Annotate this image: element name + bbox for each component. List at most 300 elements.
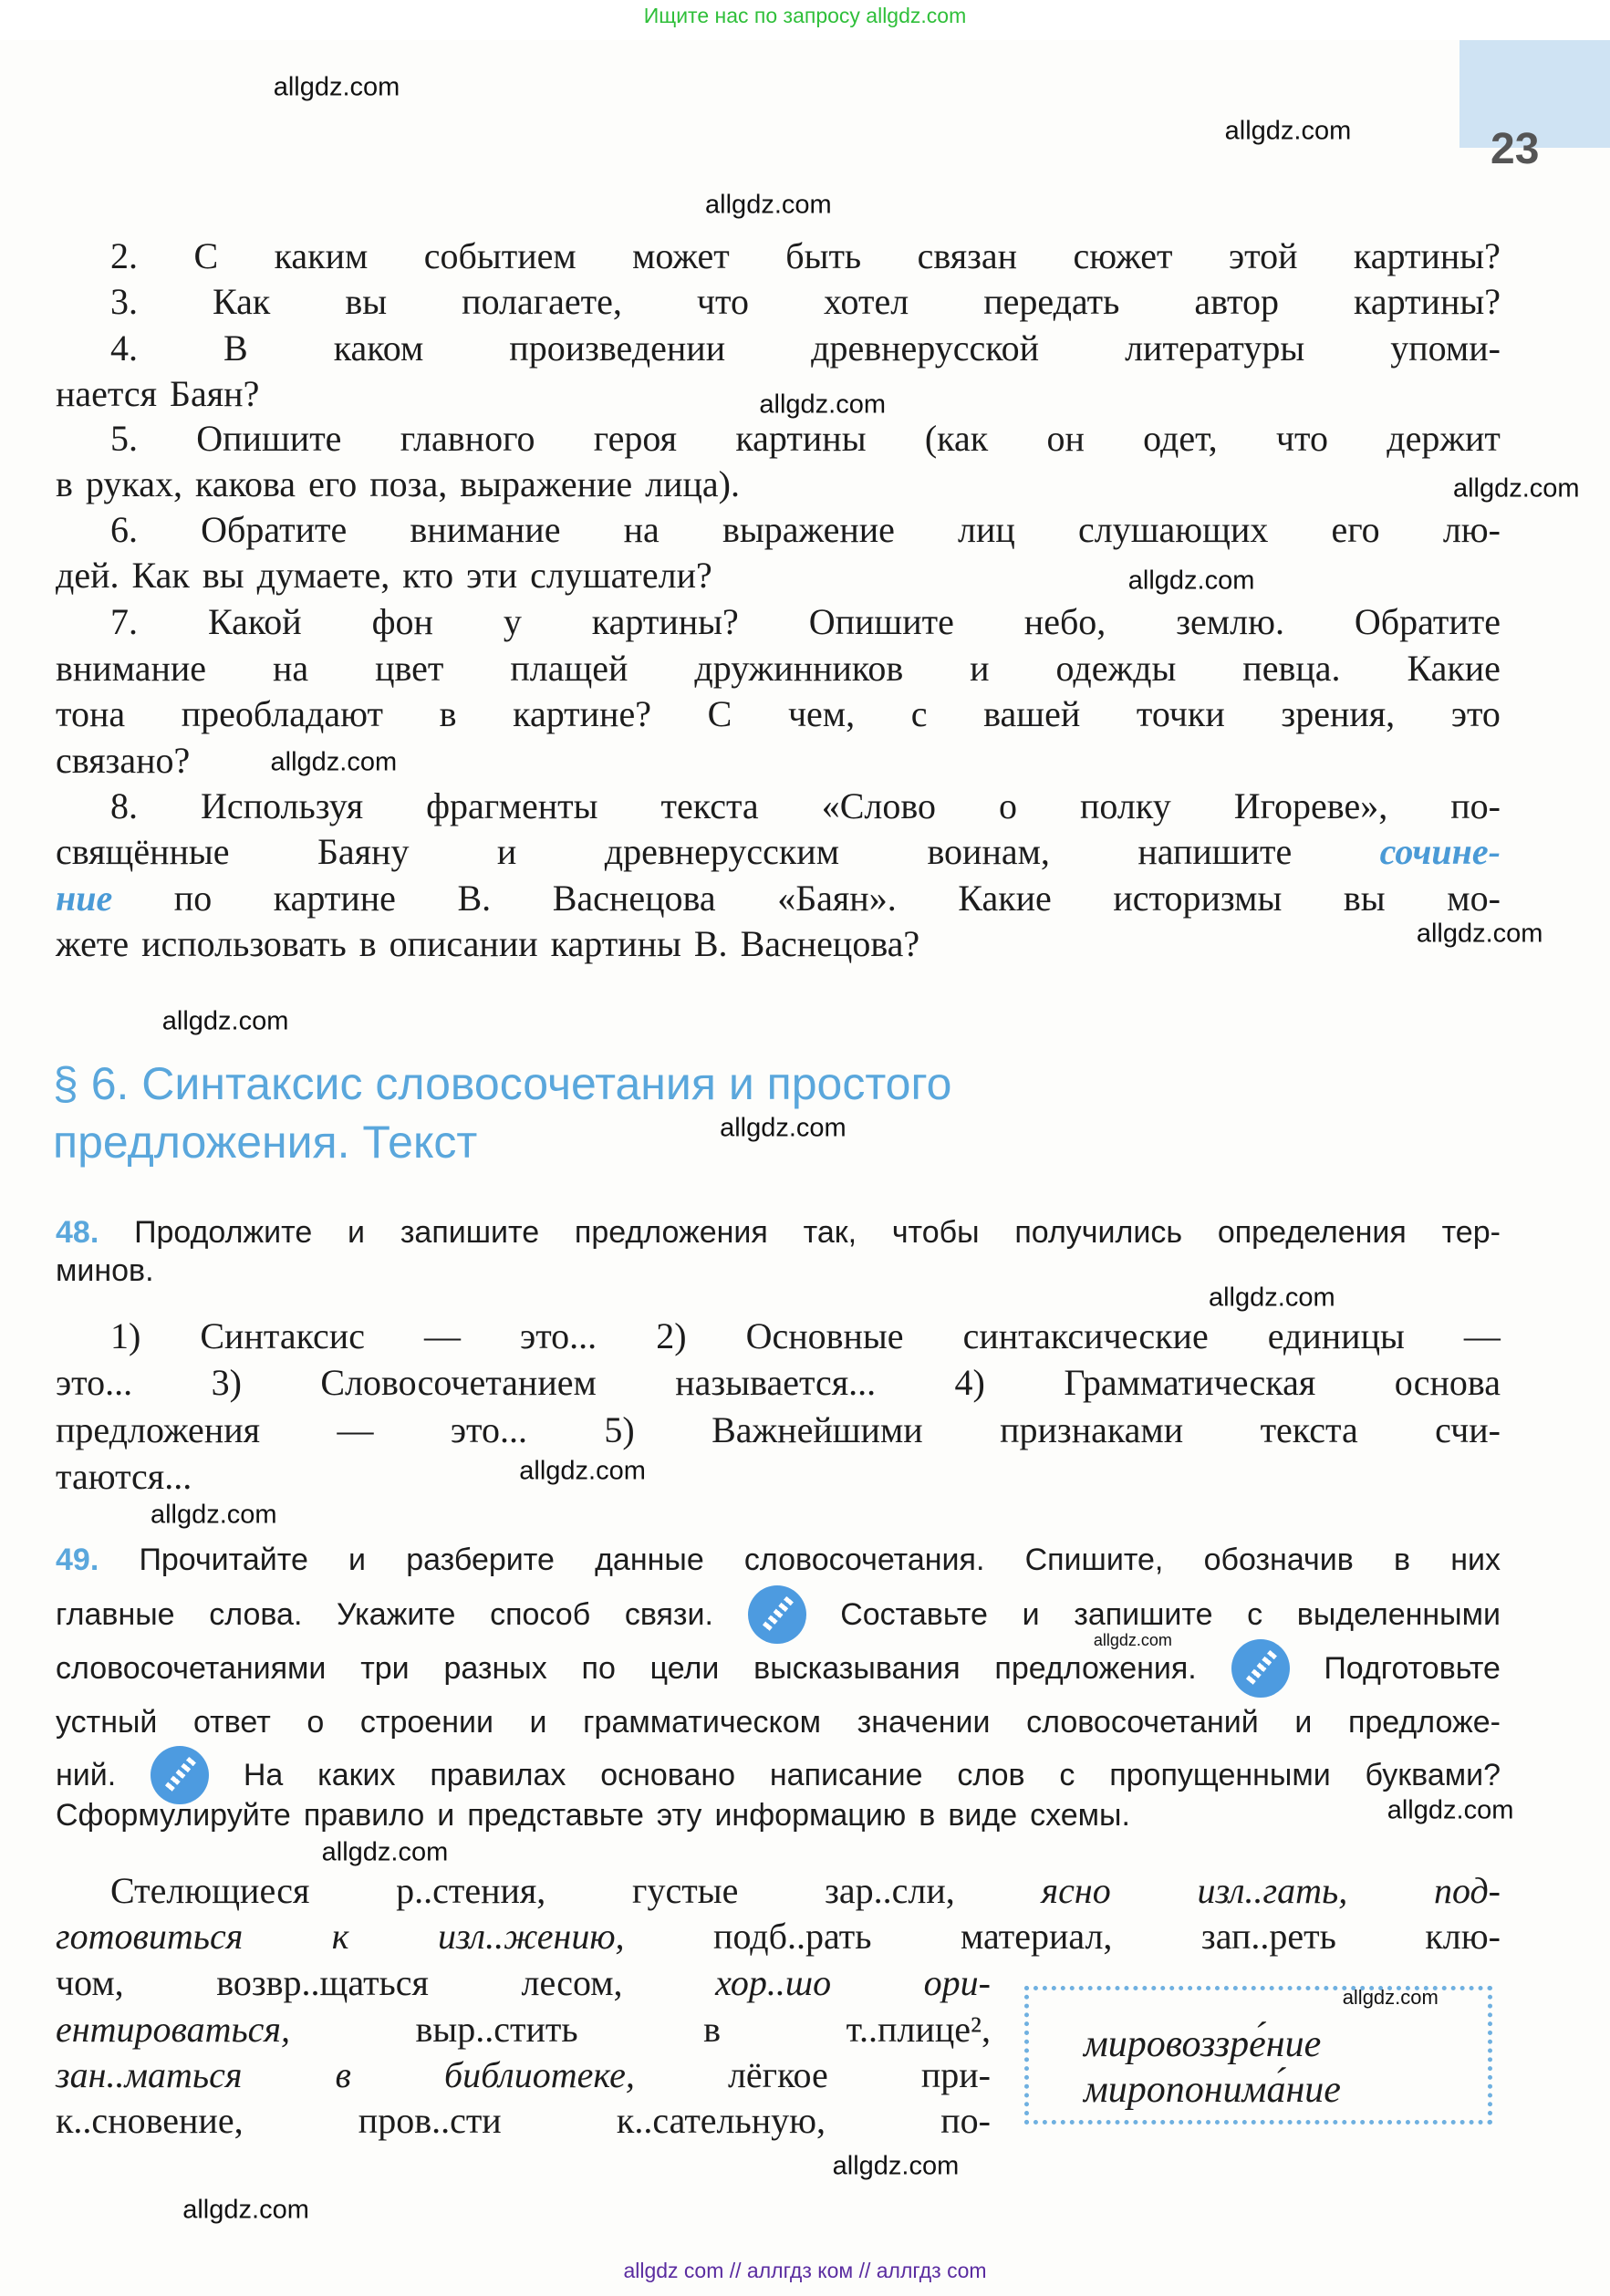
watermark: allgdz.com [161, 1006, 289, 1036]
word: древнерусским [604, 830, 840, 872]
word: таются... [56, 1455, 192, 1497]
word: передать [983, 280, 1120, 322]
word: эту [656, 1797, 702, 1833]
word: Грамматическая [1064, 1362, 1316, 1404]
word: с [910, 692, 928, 734]
word: произведении [509, 327, 726, 369]
word: описании [389, 922, 538, 964]
word: думаете, [256, 554, 390, 596]
word: В. [693, 922, 728, 964]
word: текста [660, 785, 759, 827]
word: Васнецова? [740, 922, 920, 964]
page-number: 23 [1491, 125, 1540, 173]
word: 4. [110, 327, 138, 369]
word: по- [940, 2099, 991, 2141]
exercise-number: 48. [56, 1214, 99, 1250]
word: вы [1343, 878, 1386, 919]
word: Важнейшими [712, 1408, 923, 1450]
word: С [193, 234, 219, 276]
watermark: allgdz.com [1208, 1283, 1335, 1313]
word: в [1393, 1543, 1411, 1578]
word: чем, [787, 692, 856, 734]
word: плащей [510, 648, 628, 690]
word: и [348, 1214, 366, 1250]
word: пров..сти [358, 2099, 502, 2141]
word: в [335, 2054, 351, 2096]
word: у [503, 600, 522, 642]
word: каких [317, 1758, 396, 1793]
word: слов [957, 1758, 1025, 1793]
word: грамматическом [583, 1705, 822, 1740]
word: Стелющиеся [110, 1870, 310, 1911]
word: лёгкое [727, 2054, 828, 2096]
word: это [1450, 692, 1501, 734]
word: древнерусской [811, 327, 1040, 369]
word: цвет [375, 648, 444, 690]
word: и [1294, 1705, 1313, 1740]
word: картины [550, 922, 681, 964]
word: фрагменты [426, 785, 598, 827]
word: Словосочетанием [320, 1362, 597, 1404]
word: выражение [460, 463, 633, 505]
word: строении [359, 1705, 493, 1740]
text-line [56, 648, 1501, 690]
word: единицы [1267, 1314, 1405, 1356]
word: основа [1394, 1362, 1501, 1404]
word: под- [1433, 1870, 1501, 1911]
word: 5) [604, 1408, 635, 1450]
word: — [1463, 1314, 1501, 1356]
word: к [331, 1915, 349, 1957]
word: изл..жению, [438, 1915, 625, 1957]
word: в [919, 1797, 936, 1833]
word: 2. [110, 234, 138, 276]
word: хор..шо [715, 1962, 832, 2004]
word: и [1022, 1596, 1040, 1632]
word: них [1450, 1543, 1501, 1578]
text-line [110, 785, 1501, 827]
word: обозначив [1203, 1543, 1354, 1578]
word: густые [632, 1870, 739, 1911]
word: Какой [207, 600, 302, 642]
word: Составьте [840, 1596, 988, 1632]
text-line [110, 508, 1501, 550]
word: виде [948, 1797, 1018, 1833]
watermark: allgdz.com [1093, 1630, 1172, 1649]
word: фон [371, 600, 433, 642]
word: Опишите [808, 600, 954, 642]
word: Синтаксис [200, 1314, 365, 1356]
word: хотел [824, 280, 909, 322]
word: главного [400, 418, 535, 460]
text-line [110, 1314, 1501, 1356]
word: Какие [1407, 648, 1501, 690]
word: событием [423, 234, 576, 276]
word: получились [1014, 1214, 1183, 1250]
word: 6. [110, 508, 138, 550]
word: в [703, 2009, 722, 2051]
word: материал, [960, 1915, 1113, 1957]
word: Опишите [196, 418, 342, 460]
word: способ [490, 1596, 591, 1632]
text-line [56, 1597, 1501, 1632]
word: о [306, 1705, 325, 1740]
word: 4) [954, 1362, 985, 1404]
word: и [437, 1797, 455, 1833]
word: одет, [1143, 418, 1218, 460]
word: точки [1136, 692, 1225, 734]
word: «Слово [821, 785, 936, 827]
word: 7. [110, 600, 138, 642]
word: подб..рать [713, 1915, 872, 1957]
word: чтобы [891, 1214, 980, 1250]
word: в [439, 692, 457, 734]
word: предложения. [994, 1651, 1197, 1687]
word: библиотеке, [444, 2054, 635, 2096]
word: три [360, 1651, 410, 1687]
word: зрения, [1281, 692, 1396, 734]
word: сюжет [1073, 234, 1173, 276]
word: запишите [1074, 1596, 1213, 1632]
word: что [1275, 418, 1328, 460]
word: счи- [1435, 1408, 1501, 1450]
section-title-line2: предложения. Текст [53, 1117, 478, 1168]
word: правилах [430, 1758, 566, 1793]
word: предложения [56, 1408, 261, 1450]
text-line [110, 280, 1501, 322]
word: ентироваться, [56, 2009, 291, 2051]
word: напишите [1137, 830, 1293, 872]
word: На [243, 1758, 284, 1793]
word: вы [345, 280, 388, 322]
text-line [56, 554, 1501, 596]
text-line [110, 1870, 1501, 1911]
word: Баян? [170, 372, 260, 414]
word: ясно [1041, 1870, 1111, 1911]
word: сочине- [1379, 830, 1501, 872]
word: разберите [406, 1543, 555, 1578]
word: и [348, 1543, 367, 1578]
word: небо, [1023, 600, 1106, 642]
word: признаками [1000, 1408, 1184, 1450]
word: одежды [1055, 648, 1177, 690]
word: кто [402, 554, 454, 596]
word: героя [593, 418, 678, 460]
word: Обратите [1354, 600, 1501, 642]
word: выр..стить [415, 2009, 578, 2051]
word: с [1059, 1758, 1075, 1793]
word: мо- [1447, 878, 1501, 919]
text-line [56, 1543, 1501, 1577]
watermark: allgdz.com [705, 190, 832, 220]
word: ний. [56, 1758, 117, 1793]
word: ние [56, 878, 113, 919]
text-line [110, 600, 1501, 642]
word: лесом, [521, 1962, 623, 2004]
word: словосочетания. [743, 1543, 985, 1578]
word: картины? [591, 600, 739, 642]
text-line [56, 2099, 991, 2141]
word: основано [600, 1758, 736, 1793]
watermark: allgdz.com [150, 1500, 277, 1530]
watermark: allgdz.com [270, 747, 398, 777]
word: с [1247, 1596, 1263, 1632]
word: разных [443, 1651, 547, 1687]
word: картине? [513, 692, 651, 734]
text-line [56, 463, 1501, 505]
word: готовиться [56, 1915, 244, 1957]
watermark: allgdz.com [832, 2151, 960, 2181]
word: выделенными [1296, 1596, 1501, 1632]
word: это... [520, 1314, 597, 1356]
text-line [56, 1362, 1501, 1404]
word: Используя [201, 785, 364, 827]
word: это... [56, 1362, 133, 1404]
word: 3) [211, 1362, 242, 1404]
word: Баяну [317, 830, 410, 872]
word: 5. [110, 418, 138, 460]
word: текста [1260, 1408, 1358, 1450]
word: каким [274, 234, 369, 276]
word: написание [769, 1758, 923, 1793]
watermark: allgdz.com [321, 1837, 449, 1867]
watermark: allgdz.com [1127, 566, 1255, 596]
word: так, [803, 1214, 857, 1250]
word: это... [450, 1408, 527, 1450]
word: полагаете, [462, 280, 622, 322]
word: схемы. [1030, 1797, 1130, 1833]
word: возвр..щаться [216, 1962, 429, 2004]
footer-links[interactable]: allgdz com // аллгдз ком // аллгдз com [623, 2259, 987, 2282]
word: вы [202, 554, 244, 596]
word: словосочетаниями [56, 1651, 327, 1687]
word: по [581, 1651, 616, 1687]
word: значении [857, 1705, 991, 1740]
word: и [529, 1705, 547, 1740]
word: С [707, 692, 732, 734]
word: главные [56, 1596, 175, 1632]
word: на [623, 508, 660, 550]
word: его [308, 463, 358, 505]
word: В [223, 327, 248, 369]
watermark: allgdz.com [1342, 1986, 1439, 2010]
word: лица). [645, 463, 741, 505]
word: может [632, 234, 730, 276]
word: к..сательную, [616, 2099, 826, 2141]
word: он [1046, 418, 1085, 460]
word: предложе- [1347, 1705, 1501, 1740]
text-line [56, 1915, 1501, 1957]
word: Основные [745, 1314, 904, 1356]
text-line [56, 1651, 1501, 1686]
word: минов. [56, 1252, 154, 1288]
word: вашей [983, 692, 1081, 734]
word: тона [56, 692, 126, 734]
text-line [56, 692, 1501, 734]
text-line [110, 418, 1501, 460]
text-line [56, 922, 1501, 964]
word: лю- [1442, 508, 1501, 550]
vocab-word: миропонима́ние [1084, 2069, 1341, 2111]
exercise-number: 49. [56, 1543, 99, 1578]
word: этой [1228, 234, 1298, 276]
watermark: allgdz.com [519, 1456, 646, 1486]
word: воинам, [927, 830, 1050, 872]
word: изл..гать, [1197, 1870, 1348, 1911]
watermark: allgdz.com [720, 1113, 847, 1143]
text-line [56, 1758, 1501, 1792]
word: клю- [1425, 1915, 1501, 1957]
word: связи. [624, 1596, 713, 1632]
word: правило [303, 1797, 425, 1833]
word: поза, [369, 463, 448, 505]
word: упоми- [1390, 327, 1501, 369]
word: Подготовьте [1324, 1651, 1501, 1687]
word: — [337, 1408, 374, 1450]
word: цели [649, 1651, 720, 1687]
word: чом, [56, 1962, 124, 2004]
word: Игореве», [1233, 785, 1388, 827]
word: связано? [56, 740, 191, 782]
word: Продолжите [134, 1214, 313, 1250]
word: ответ [193, 1705, 271, 1740]
word: В. [457, 878, 492, 919]
word: слушающих [1077, 508, 1269, 550]
word: зан..маться [56, 2054, 243, 2096]
search-hint: Ищите нас по запросу allgdz.com [643, 4, 967, 27]
word: и [970, 648, 990, 690]
word: 3. [110, 280, 138, 322]
word: данные [595, 1543, 704, 1578]
word: Укажите [337, 1596, 456, 1632]
word: слушатели? [530, 554, 712, 596]
word: руках, [85, 463, 182, 505]
word: картины? [1353, 234, 1501, 276]
text-line [56, 880, 1501, 917]
watermark: allgdz.com [1416, 919, 1543, 949]
word: т..плице², [846, 2009, 991, 2051]
word: пропущенными [1109, 1758, 1331, 1793]
section-title-line1: § 6. Синтаксис словосочетания и простого [53, 1058, 952, 1109]
watermark: allgdz.com [1387, 1795, 1514, 1825]
word: 2) [656, 1314, 687, 1356]
watermark: allgdz.com [182, 2195, 309, 2225]
word: какова [194, 463, 296, 505]
word: по [173, 878, 213, 919]
word: в [56, 463, 73, 505]
vocab-word: мировоззре́ние [1084, 2023, 1322, 2065]
word: зар..сли, [825, 1870, 955, 1911]
text-line [56, 1215, 1501, 1250]
word: автор [1194, 280, 1279, 322]
text-line [110, 234, 1501, 276]
word: каком [333, 327, 424, 369]
word: информацию [714, 1797, 907, 1833]
word: полку [1080, 785, 1171, 827]
word: историзмы [1113, 878, 1283, 919]
word: тер- [1441, 1214, 1501, 1250]
text-line [56, 1455, 1501, 1497]
word: устный [56, 1705, 158, 1740]
word: связан [917, 234, 1018, 276]
word: выражение [722, 508, 895, 550]
word: его [1331, 508, 1380, 550]
watermark: allgdz.com [1452, 473, 1580, 504]
word: Как [131, 554, 190, 596]
word: в [358, 922, 377, 964]
word: по- [1450, 785, 1501, 827]
word: быть [785, 234, 862, 276]
word: предложения [574, 1214, 768, 1250]
word: Как [213, 280, 271, 322]
word: Сформулируйте [56, 1797, 291, 1833]
word: картины [735, 418, 867, 460]
word: картины? [1354, 280, 1501, 322]
word: о [998, 785, 1017, 827]
watermark: allgdz.com [1224, 116, 1352, 146]
watermark: allgdz.com [273, 72, 400, 102]
word: на [273, 648, 309, 690]
word: Прочитайте [139, 1543, 308, 1578]
word: свящённые [56, 830, 230, 872]
word: что [696, 280, 749, 322]
watermark: allgdz.com [759, 390, 887, 420]
word: Васнецова [552, 878, 716, 919]
word: слова. [209, 1596, 303, 1632]
word: определения [1217, 1214, 1407, 1250]
word: буквами? [1365, 1758, 1501, 1793]
text-line [56, 2054, 991, 2096]
word: зап..реть [1200, 1915, 1336, 1957]
word: нается [56, 372, 158, 414]
word: и [496, 830, 517, 872]
word: жете [56, 922, 130, 964]
word: 1) [110, 1314, 141, 1356]
word: землю. [1176, 600, 1284, 642]
word: литературы [1125, 327, 1305, 369]
word: р..стения, [396, 1870, 546, 1911]
word: к..сновение, [56, 2099, 244, 2141]
text-line [56, 1408, 1501, 1450]
word: Обратите [201, 508, 348, 550]
word: словосочетаний [1026, 1705, 1259, 1740]
text-line [110, 327, 1501, 369]
word: эти [466, 554, 518, 596]
word: при- [920, 2054, 991, 2096]
word: внимание [56, 648, 207, 690]
word: представьте [467, 1797, 644, 1833]
word: держит [1387, 418, 1501, 460]
word: (как [924, 418, 989, 460]
pencil-icon [748, 1585, 806, 1644]
word: высказывания [753, 1651, 961, 1687]
word: называется... [675, 1362, 877, 1404]
word: ори- [923, 1962, 991, 2004]
word: запишите [400, 1214, 540, 1250]
text-line [56, 830, 1501, 872]
word: дей. [56, 554, 119, 596]
word: синтаксические [962, 1314, 1209, 1356]
word: дружинников [694, 648, 904, 690]
text-line [56, 1962, 991, 2004]
text-line [56, 2009, 991, 2051]
text-line [56, 1705, 1501, 1740]
word: преобладают [181, 692, 383, 734]
word: певца. [1242, 648, 1341, 690]
pencil-icon [1231, 1639, 1290, 1698]
word: 8. [110, 785, 138, 827]
word: картине [273, 878, 396, 919]
